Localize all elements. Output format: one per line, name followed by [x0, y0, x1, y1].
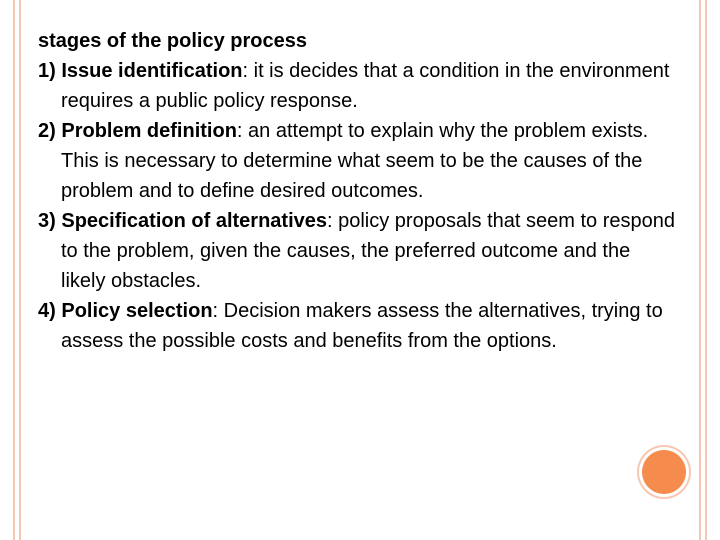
item-term: Policy selection	[61, 300, 213, 322]
item-text: : it is decides that a condition in the environment requires a public policy response.	[61, 60, 670, 112]
left-frame-line-outer	[13, 0, 15, 540]
left-frame-line-inner	[19, 0, 21, 540]
item-number: 4)	[38, 300, 56, 322]
list-item	[38, 206, 678, 296]
item-text: : Decision makers assess the alternatives, trying to assess the possible costs and benefits from the options.	[61, 300, 663, 352]
item-text: : policy proposals that seem to respond to the problem, given the causes, the preferred outcome and the likely obstacles.	[61, 210, 675, 292]
slide-content	[38, 26, 678, 356]
item-number: 3)	[38, 210, 56, 232]
list-item	[38, 56, 678, 116]
right-frame-line-inner	[699, 0, 701, 540]
right-frame-line-outer	[705, 0, 707, 540]
item-number: 2)	[38, 120, 56, 142]
item-term: Issue identification	[61, 60, 243, 82]
item-term: Problem definition	[61, 120, 237, 142]
list-item	[38, 116, 678, 206]
list-item	[38, 296, 678, 356]
decorative-circle	[642, 450, 686, 494]
item-text: : an attempt to explain why the problem exists. This is necessary to determine what seem to be the causes of the problem and to define desired outcomes.	[61, 120, 649, 202]
slide-heading: stages of the policy process	[38, 30, 307, 52]
item-number: 1)	[38, 60, 56, 82]
item-term: Specification of alternatives	[61, 210, 327, 232]
